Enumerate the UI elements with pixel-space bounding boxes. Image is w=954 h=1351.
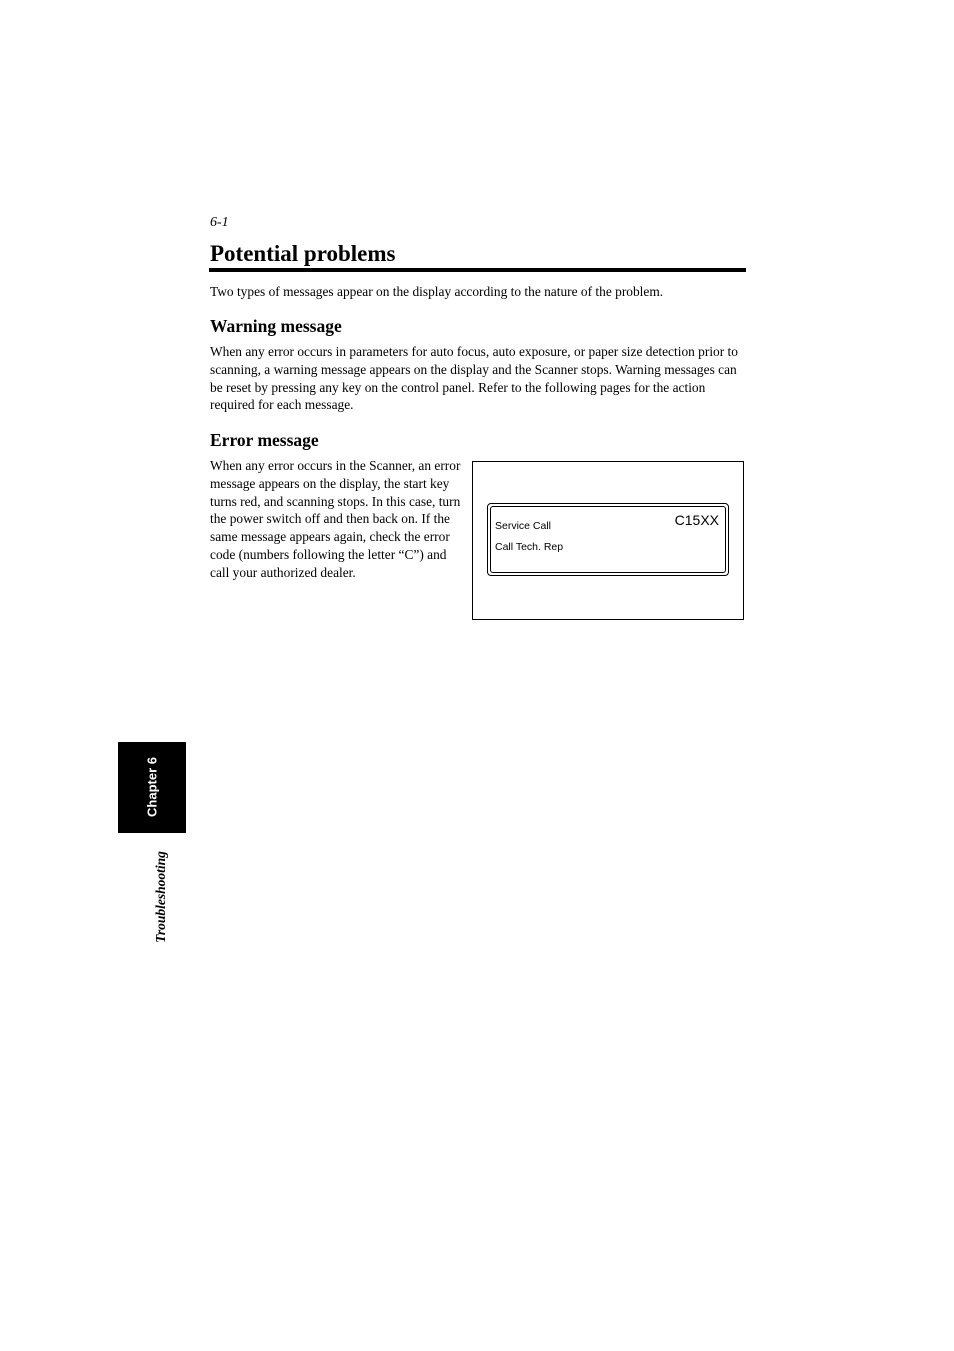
warning-message-paragraph: When any error occurs in parameters for auto focus, auto exposure, or paper size detection prior to scanning, a warning message appears on the display and the Scanner stops. Warning messages can be reset by pressing any key on the control panel. Refer to the following pages for the action required for each message. — [210, 344, 738, 413]
title-rule — [209, 268, 746, 272]
section-side-label: Troubleshooting — [153, 851, 168, 943]
lcd-panel — [487, 503, 729, 576]
warning-message-heading: Warning message — [210, 316, 342, 336]
chapter-tab — [118, 742, 186, 833]
lcd-line-service-call: Service Call — [495, 520, 552, 532]
page-title: Potential problems — [210, 241, 396, 266]
chapter-tab-label: Chapter 6 — [144, 757, 160, 817]
intro-paragraph: Two types of messages appear on the display according to the nature of the problem. — [210, 284, 664, 299]
error-message-heading: Error message — [210, 430, 319, 450]
lcd-screen — [490, 506, 726, 573]
display-figure — [472, 461, 744, 620]
section-number: 6-1 — [210, 215, 229, 230]
lcd-error-code: C15XX — [674, 512, 719, 528]
lcd-line-call-tech-rep: Call Tech. Rep — [495, 541, 564, 553]
error-message-paragraph: When any error occurs in the Scanner, an error message appears on the display, the start key turns red, and scanning stops. In this case, turn the power switch off and then back on. If the same message appears again, check the error code (numbers following the letter “C”) and call your authorized dealer. — [210, 458, 461, 580]
